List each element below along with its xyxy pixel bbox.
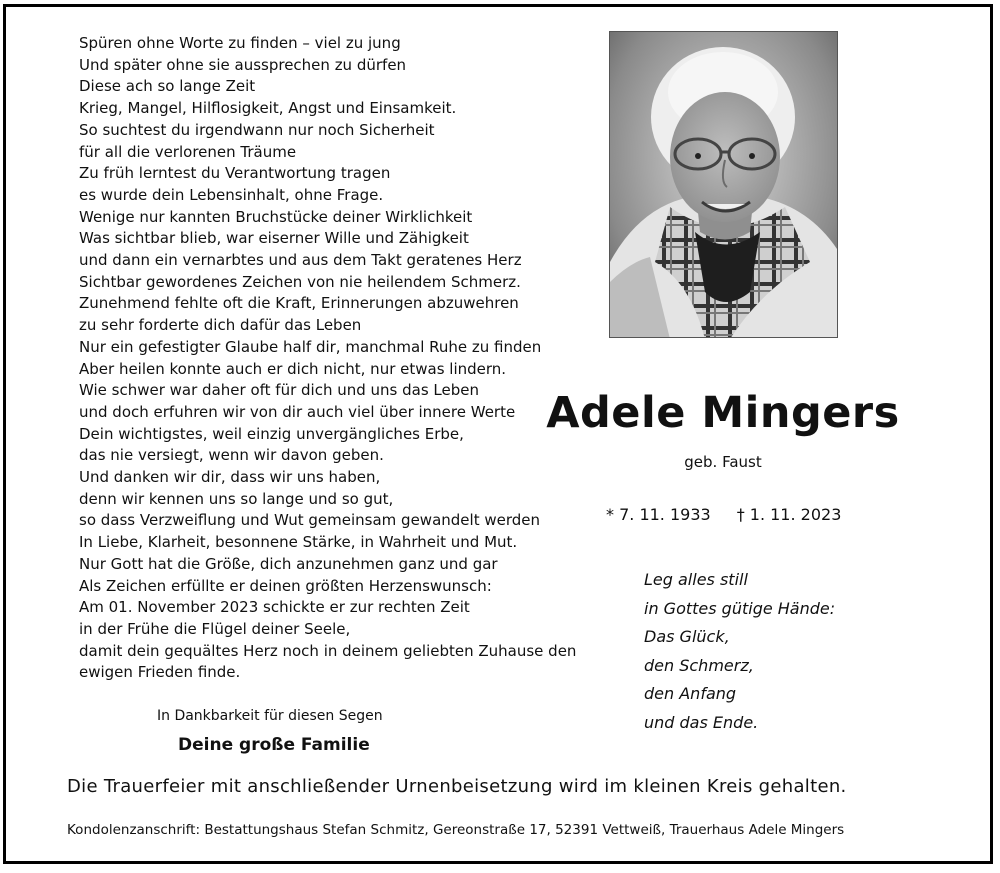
verse-line: Leg alles still: [644, 570, 748, 589]
condolence-address: Kondolenzanschrift: Bestattungshaus Stefan Schmitz, Gereonstraße 17, 52391 Vettweiß, Trauerhaus Adele Mingers: [67, 822, 845, 838]
verse-line: Das Glück,: [644, 627, 730, 646]
poem-line: das nie versiegt, wenn wir davon geben.: [79, 446, 384, 465]
verse-line: in Gottes gütige Hände:: [644, 598, 836, 618]
deceased-name: Adele Mingers: [546, 388, 900, 438]
funeral-note: Die Trauerfeier mit anschließender Urnenbeisetzung wird im kleinen Kreis gehalten.: [67, 776, 847, 797]
birth-date: * 7. 11. 1933: [606, 505, 711, 524]
poem-line: Zunehmend fehlte oft die Kraft, Erinnerungen abzuwehren: [79, 294, 519, 313]
poem-line: Nur Gott hat die Größe, dich anzunehmen ganz und gar: [79, 554, 498, 573]
poem-line: für all die verlorenen Träume: [79, 142, 297, 161]
poem-line: Aber heilen konnte auch er dich nicht, nur etwas lindern.: [79, 359, 507, 378]
family-signature: Deine große Familie: [178, 735, 370, 755]
portrait-photo: [609, 31, 838, 338]
poem-line: in der Frühe die Flügel deiner Seele,: [79, 619, 351, 638]
poem-line: Krieg, Mangel, Hilflosigkeit, Angst und Einsamkeit.: [79, 99, 457, 118]
poem-line: damit dein gequältes Herz noch in deinem geliebten Zuhause den: [79, 641, 577, 660]
thanks-line: In Dankbarkeit für diesen Segen: [157, 708, 383, 724]
poem-line: Wenige nur kannten Bruchstücke deiner Wirklichkeit: [79, 207, 473, 226]
poem-line: Am 01. November 2023 schickte er zur rechten Zeit: [79, 598, 470, 617]
poem-line: So suchtest du irgendwann nur noch Sicherheit: [79, 120, 435, 139]
poem-line: so dass Verzweiflung und Wut gemeinsam gewandelt werden: [79, 511, 541, 530]
poem-line: Und später ohne sie aussprechen zu dürfen: [79, 55, 407, 74]
poem: [79, 33, 577, 684]
poem-line: In Liebe, Klarheit, besonnene Stärke, in Wahrheit und Mut.: [79, 533, 518, 552]
poem-line: zu sehr forderte dich dafür das Leben: [79, 316, 362, 335]
poem-line: Was sichtbar blieb, war eiserner Wille und Zähigkeit: [79, 229, 469, 248]
verse-line: und das Ende.: [644, 712, 759, 732]
poem-line: Dein wichtigstes, weil einzig unvergängliches Erbe,: [79, 424, 464, 443]
poem-line: es wurde dein Lebensinhalt, ohne Frage.: [79, 185, 384, 204]
poem-line: Als Zeichen erfüllte er deinen größten Herzenswunsch:: [79, 576, 492, 595]
poem-line: Wie schwer war daher oft für dich und uns das Leben: [79, 381, 479, 400]
poem-line: und dann ein vernarbtes und aus dem Takt geratenes Herz: [79, 251, 522, 270]
poem-line: Spüren ohne Worte zu finden – viel zu jung: [79, 34, 401, 52]
verse-line: den Schmerz,: [644, 655, 754, 675]
poem-line: Diese ach so lange Zeit: [79, 77, 256, 96]
poem-line: und doch erfuhren wir von dir auch viel über innere Werte: [79, 402, 516, 421]
life-dates: [606, 505, 841, 524]
death-date: † 1. 11. 2023: [736, 505, 842, 524]
poem-line: Sichtbar gewordenes Zeichen von nie heilendem Schmerz.: [79, 272, 521, 291]
poem-line: ewigen Frieden finde.: [79, 663, 241, 682]
poem-line: denn wir kennen uns so lange und so gut,: [79, 489, 394, 508]
verse-line: den Anfang: [644, 684, 737, 703]
poem-line: Zu früh lerntest du Verantwortung tragen: [79, 164, 391, 183]
birth-name: geb. Faust: [684, 453, 762, 471]
poem-line: Nur ein gefestigter Glaube half dir, manchmal Ruhe zu finden: [79, 337, 542, 356]
poem-line: Und danken wir dir, dass wir uns haben,: [79, 468, 381, 487]
verse: [644, 566, 835, 737]
